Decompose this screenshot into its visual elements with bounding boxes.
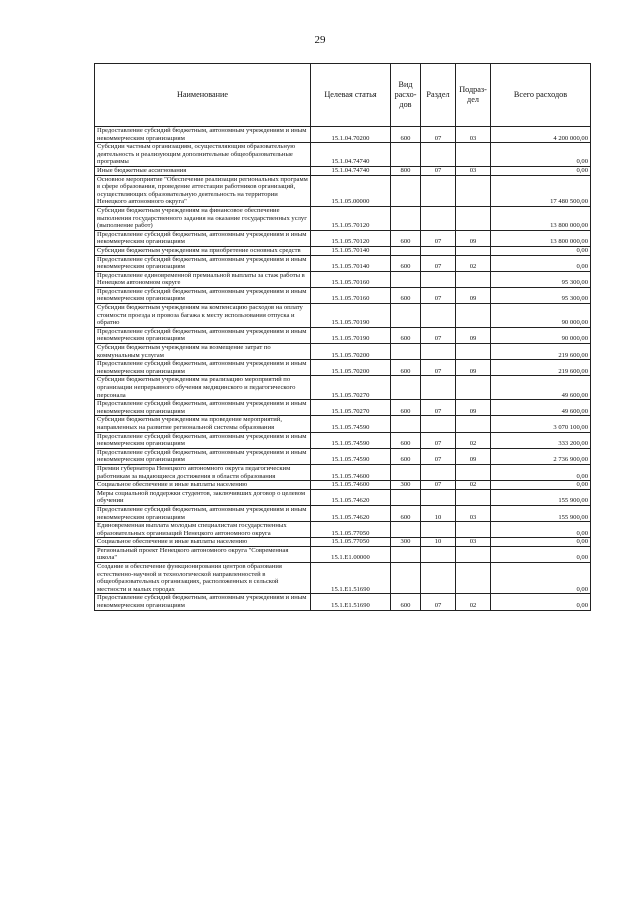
table-header-row [95, 64, 591, 127]
header-target: Целевая статья [311, 64, 391, 127]
cell-sub [456, 304, 491, 328]
page-number: 29 [314, 34, 326, 46]
cell-sub [456, 489, 491, 505]
cell-sub [456, 271, 491, 287]
cell-code: 15.1.05.00000 [311, 175, 391, 206]
table-row [95, 505, 591, 521]
cell-code: 15.1.05.70120 [311, 206, 391, 230]
table-row [95, 246, 591, 255]
cell-name: Основное мероприятие "Обеспечение реализации региональных программ в сфере образования, проведение аттестации работников организаций, осуществляющих образовательную деятельность на территории Ненецкого автономного округа" [95, 175, 311, 206]
cell-code: 15.1.05.74590 [311, 448, 391, 464]
table-row [95, 175, 591, 206]
cell-section: 07 [421, 127, 456, 143]
table-row [95, 522, 591, 538]
table-row [95, 400, 591, 416]
cell-type [391, 271, 421, 287]
cell-total: 219 600,00 [491, 344, 591, 360]
cell-code: 15.1.05.74600 [311, 464, 391, 480]
cell-name: Социальное обеспечение и иные выплаты населению [95, 538, 311, 547]
table-row [95, 594, 591, 610]
cell-type [391, 246, 421, 255]
table-row [95, 166, 591, 175]
cell-type: 300 [391, 538, 421, 547]
cell-sub: 03 [456, 538, 491, 547]
cell-total: 49 600,00 [491, 376, 591, 400]
table-row [95, 206, 591, 230]
cell-total: 0,00 [491, 546, 591, 562]
cell-code: 15.1.05.77050 [311, 538, 391, 547]
cell-code: 15.1.04.70200 [311, 127, 391, 143]
cell-name: Предоставление субсидий бюджетным, автономным учреждениям и иным некоммерческим организациям [95, 127, 311, 143]
cell-sub: 09 [456, 327, 491, 343]
cell-type: 600 [391, 448, 421, 464]
cell-total: 155 900,00 [491, 489, 591, 505]
cell-name: Предоставление субсидий бюджетным, автономным учреждениям и иным некоммерческим организациям [95, 287, 311, 303]
cell-sub [456, 464, 491, 480]
cell-sub: 03 [456, 505, 491, 521]
cell-code: 15.1.05.70160 [311, 271, 391, 287]
cell-code: 15.1.E1.00000 [311, 546, 391, 562]
table-row [95, 344, 591, 360]
table-body [95, 127, 591, 611]
cell-total: 90 000,00 [491, 304, 591, 328]
cell-section: 07 [421, 327, 456, 343]
cell-section: 07 [421, 230, 456, 246]
cell-total: 0,00 [491, 464, 591, 480]
cell-name: Субсидии бюджетным учреждениям на компенсацию расходов на оплату стоимости проезда и провоза багажа к месту использования отпуска и обратно [95, 304, 311, 328]
table-row [95, 287, 591, 303]
cell-code: 15.1.05.70140 [311, 255, 391, 271]
cell-type: 600 [391, 327, 421, 343]
header-subsection: Подраз- дел [456, 64, 491, 127]
cell-name: Субсидии бюджетным учреждениям на проведение мероприятий, направленных на развитие региональной системы образования [95, 416, 311, 432]
cell-total: 90 000,00 [491, 327, 591, 343]
cell-section [421, 143, 456, 167]
cell-total: 13 800 000,00 [491, 230, 591, 246]
table-row [95, 327, 591, 343]
cell-name: Предоставление субсидий бюджетным, автономным учреждениям и иным некоммерческим организациям [95, 255, 311, 271]
cell-sub: 02 [456, 594, 491, 610]
cell-sub [456, 416, 491, 432]
cell-sub: 09 [456, 400, 491, 416]
cell-type [391, 175, 421, 206]
cell-section [421, 489, 456, 505]
table-row [95, 230, 591, 246]
cell-type [391, 489, 421, 505]
cell-section: 07 [421, 594, 456, 610]
cell-code: 15.1.04.74740 [311, 143, 391, 167]
cell-section: 07 [421, 400, 456, 416]
cell-type: 600 [391, 360, 421, 376]
cell-type [391, 304, 421, 328]
cell-total: 0,00 [491, 563, 591, 594]
cell-total: 95 300,00 [491, 271, 591, 287]
cell-sub: 02 [456, 432, 491, 448]
cell-sub: 03 [456, 127, 491, 143]
cell-name: Предоставление субсидий бюджетным, автономным учреждениям и иным некоммерческим организациям [95, 327, 311, 343]
cell-type [391, 464, 421, 480]
cell-code: 15.1.05.70160 [311, 287, 391, 303]
cell-code: 15.1.05.70140 [311, 246, 391, 255]
cell-sub [456, 246, 491, 255]
cell-type: 800 [391, 166, 421, 175]
cell-name: Предоставление субсидий бюджетным, автономным учреждениям и иным некоммерческим организациям [95, 400, 311, 416]
cell-total: 0,00 [491, 246, 591, 255]
table-row [95, 546, 591, 562]
table-row [95, 255, 591, 271]
cell-name: Субсидии бюджетным учреждениям на возмещение затрат по коммунальным услугам [95, 344, 311, 360]
header-total: Всего расходов [491, 64, 591, 127]
table-row [95, 489, 591, 505]
cell-total: 0,00 [491, 166, 591, 175]
table-row [95, 360, 591, 376]
cell-name: Социальное обеспечение и иные выплаты населению [95, 481, 311, 490]
cell-type [391, 563, 421, 594]
cell-type [391, 143, 421, 167]
cell-sub [456, 376, 491, 400]
cell-code: 15.1.05.70270 [311, 400, 391, 416]
cell-sub [456, 522, 491, 538]
cell-code: 15.1.05.74590 [311, 416, 391, 432]
cell-section [421, 175, 456, 206]
cell-total: 0,00 [491, 481, 591, 490]
header-type: Вид расхо- дов [391, 64, 421, 127]
cell-section: 07 [421, 481, 456, 490]
cell-code: 15.1.05.74620 [311, 489, 391, 505]
cell-section: 10 [421, 505, 456, 521]
cell-section [421, 206, 456, 230]
table-row [95, 304, 591, 328]
cell-total: 0,00 [491, 594, 591, 610]
cell-section [421, 522, 456, 538]
cell-name: Предоставление субсидий бюджетным, автономным учреждениям и иным некоммерческим организациям [95, 594, 311, 610]
cell-sub [456, 143, 491, 167]
table-row [95, 563, 591, 594]
cell-section: 07 [421, 432, 456, 448]
table-row [95, 481, 591, 490]
cell-sub [456, 546, 491, 562]
cell-code: 15.1.05.70270 [311, 376, 391, 400]
cell-sub: 09 [456, 230, 491, 246]
cell-section [421, 546, 456, 562]
cell-total: 0,00 [491, 143, 591, 167]
cell-sub [456, 563, 491, 594]
cell-section: 07 [421, 287, 456, 303]
cell-sub: 03 [456, 166, 491, 175]
cell-name: Субсидии бюджетным учреждениям на приобретение основных средств [95, 246, 311, 255]
cell-type: 600 [391, 505, 421, 521]
cell-sub [456, 344, 491, 360]
table-row [95, 448, 591, 464]
cell-code: 15.1.05.70200 [311, 360, 391, 376]
cell-type: 600 [391, 594, 421, 610]
table-row [95, 538, 591, 547]
cell-name: Субсидии частным организациям, осуществляющим образовательную деятельность и реализующим дополнительные общеобразовательные программы [95, 143, 311, 167]
cell-type: 600 [391, 400, 421, 416]
cell-code: 15.1.E1.51690 [311, 563, 391, 594]
cell-code: 15.1.05.70120 [311, 230, 391, 246]
cell-name: Меры социальной поддержки студентов, заключивших договор о целевом обучении [95, 489, 311, 505]
cell-name: Субсидии бюджетным учреждениям на реализацию мероприятий по организации непрерывного обучения медицинского и педагогического персонала [95, 376, 311, 400]
cell-type: 600 [391, 127, 421, 143]
cell-total: 49 600,00 [491, 400, 591, 416]
cell-total: 0,00 [491, 538, 591, 547]
cell-section: 07 [421, 448, 456, 464]
cell-name: Региональный проект Ненецкого автономного округа "Современная школа" [95, 546, 311, 562]
table-row [95, 127, 591, 143]
cell-code: 15.1.E1.51690 [311, 594, 391, 610]
cell-name: Субсидии бюджетным учреждениям на финансовое обеспечение выполнения государственного задания на оказание государственных услуг (выполнение работ) [95, 206, 311, 230]
cell-code: 15.1.05.70190 [311, 327, 391, 343]
cell-total: 0,00 [491, 255, 591, 271]
cell-name: Премии губернатора Ненецкого автономного округа педагогическим работникам за выдающиеся достижения в области образования [95, 464, 311, 480]
cell-code: 15.1.05.74620 [311, 505, 391, 521]
cell-total: 4 200 000,00 [491, 127, 591, 143]
cell-name: Предоставление субсидий бюджетным, автономным учреждениям и иным некоммерческим организациям [95, 360, 311, 376]
cell-type: 600 [391, 287, 421, 303]
cell-total: 155 900,00 [491, 505, 591, 521]
cell-type [391, 344, 421, 360]
header-section: Раздел [421, 64, 456, 127]
cell-sub: 09 [456, 360, 491, 376]
cell-code: 15.1.05.70190 [311, 304, 391, 328]
cell-section [421, 246, 456, 255]
cell-section: 07 [421, 255, 456, 271]
cell-section [421, 563, 456, 594]
table-row [95, 143, 591, 167]
cell-type [391, 416, 421, 432]
cell-sub: 09 [456, 448, 491, 464]
cell-type: 600 [391, 230, 421, 246]
cell-section [421, 464, 456, 480]
cell-name: Предоставление субсидий бюджетным, автономным учреждениям и иным некоммерческим организациям [95, 505, 311, 521]
table-row [95, 376, 591, 400]
cell-name: Создание и обеспечение функционирования центров образования естественно-научной и технологической направленностей в общеобразовательных организациях, расположенных в сельской местности и малых городах [95, 563, 311, 594]
cell-total: 333 200,00 [491, 432, 591, 448]
cell-total: 13 800 000,00 [491, 206, 591, 230]
cell-section: 07 [421, 360, 456, 376]
table-row [95, 416, 591, 432]
cell-total: 0,00 [491, 522, 591, 538]
cell-type [391, 522, 421, 538]
cell-name: Предоставление субсидий бюджетным, автономным учреждениям и иным некоммерческим организациям [95, 448, 311, 464]
cell-type: 600 [391, 432, 421, 448]
header-name: Наименование [95, 64, 311, 127]
cell-sub [456, 175, 491, 206]
cell-sub: 02 [456, 481, 491, 490]
cell-name: Иные бюджетные ассигнования [95, 166, 311, 175]
cell-section [421, 344, 456, 360]
cell-type [391, 206, 421, 230]
cell-total: 219 600,00 [491, 360, 591, 376]
cell-section: 10 [421, 538, 456, 547]
cell-code: 15.1.05.77050 [311, 522, 391, 538]
table-row [95, 464, 591, 480]
cell-name: Предоставление субсидий бюджетным, автономным учреждениям и иным некоммерческим организациям [95, 230, 311, 246]
cell-section [421, 271, 456, 287]
cell-type [391, 376, 421, 400]
table-row [95, 432, 591, 448]
cell-total: 3 070 100,00 [491, 416, 591, 432]
cell-code: 15.1.05.74590 [311, 432, 391, 448]
cell-sub: 09 [456, 287, 491, 303]
cell-section [421, 376, 456, 400]
cell-total: 17 480 500,00 [491, 175, 591, 206]
cell-name: Предоставление субсидий бюджетным, автономным учреждениям и иным некоммерческим организациям [95, 432, 311, 448]
cell-code: 15.1.04.74740 [311, 166, 391, 175]
cell-sub: 02 [456, 255, 491, 271]
cell-total: 95 300,00 [491, 287, 591, 303]
cell-type: 300 [391, 481, 421, 490]
cell-type: 600 [391, 255, 421, 271]
budget-table [94, 63, 591, 611]
table-row [95, 271, 591, 287]
cell-code: 15.1.05.70200 [311, 344, 391, 360]
cell-name: Единовременная выплата молодым специалистам государственных образовательных организаций Ненецкого автономного округа [95, 522, 311, 538]
cell-section [421, 304, 456, 328]
cell-sub [456, 206, 491, 230]
cell-section [421, 416, 456, 432]
cell-total: 2 736 900,00 [491, 448, 591, 464]
cell-code: 15.1.05.74600 [311, 481, 391, 490]
cell-type [391, 546, 421, 562]
cell-name: Предоставление единовременной премиальной выплаты за стаж работы в Ненецком автономном округе [95, 271, 311, 287]
cell-section: 07 [421, 166, 456, 175]
